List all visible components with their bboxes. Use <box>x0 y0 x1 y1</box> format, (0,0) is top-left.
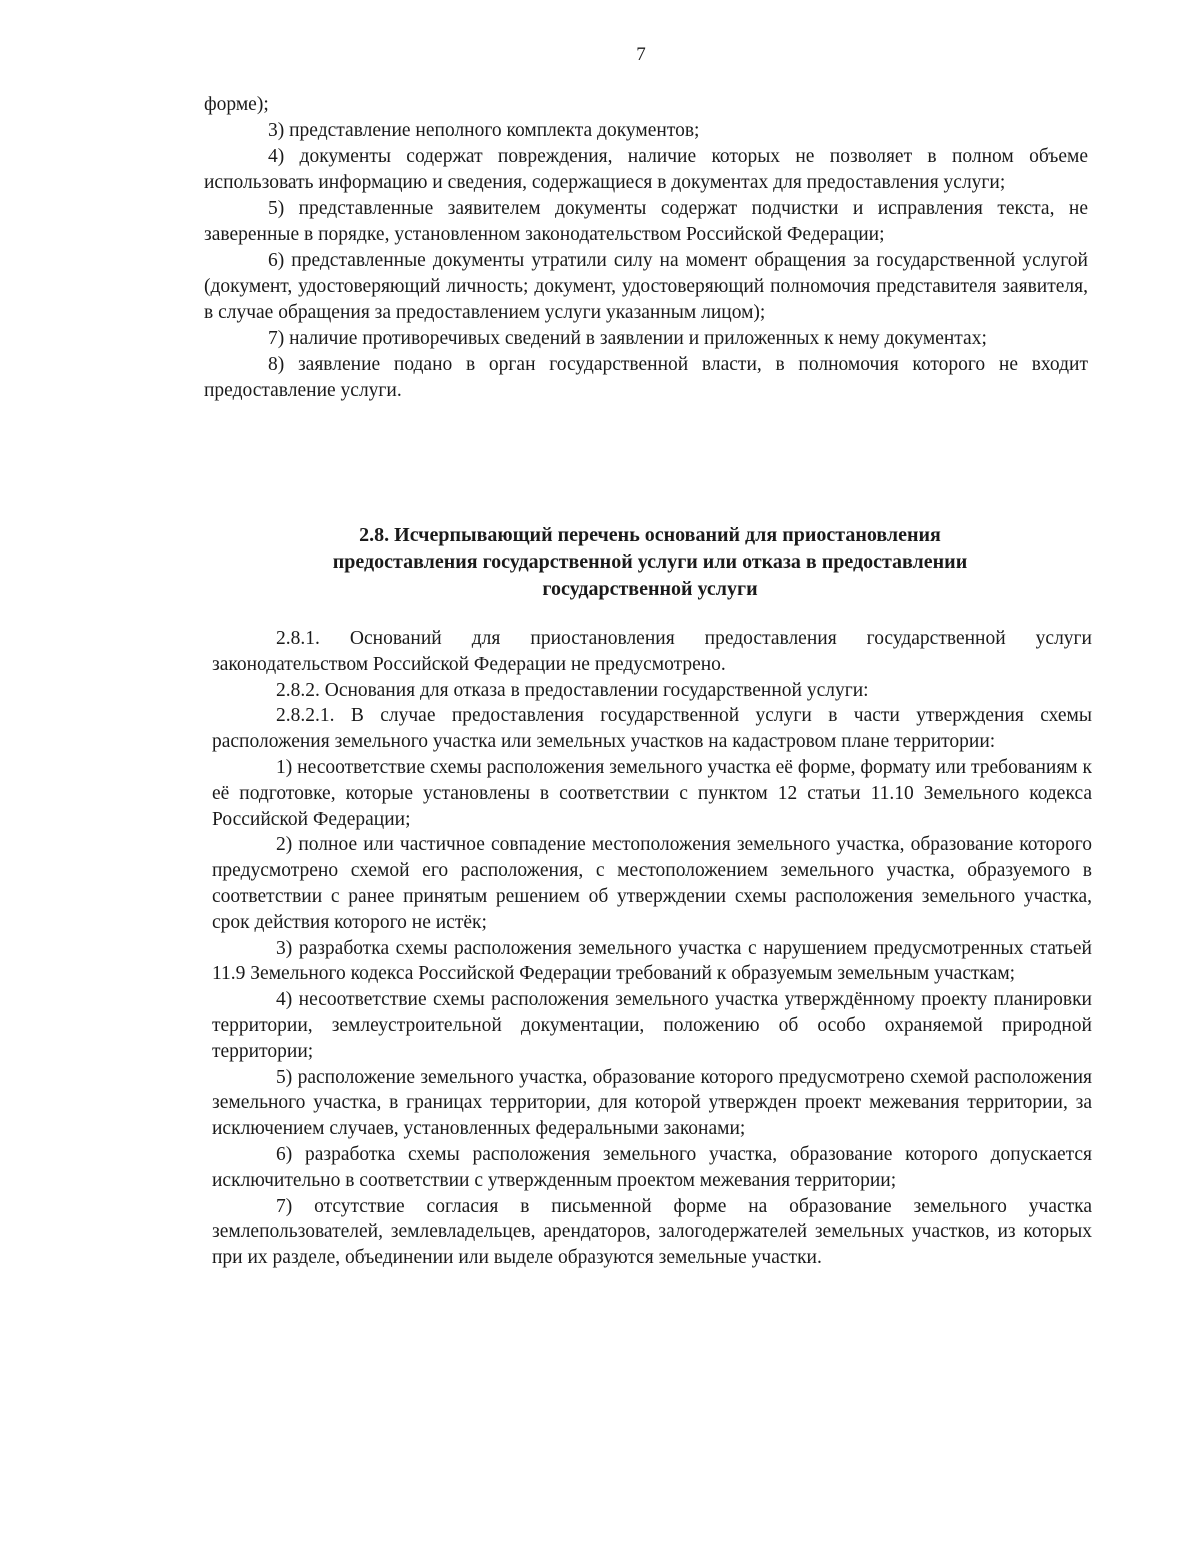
section-heading <box>200 522 1100 603</box>
list-item: 3) представление неполного комплекта документов; <box>268 120 700 141</box>
paragraph: 2.8.2. Основания для отказа в предоставлении государственной услуги: <box>276 679 869 701</box>
list-item: 5) расположение земельного участка, образование которого предусмотрено схемой расположения земельного участка, в границах территории, для которой утвержден проект межевания территории, за исключением случаев, установленных федеральными законами; <box>212 1066 1092 1140</box>
list-item: 3) разработка схемы расположения земельного участка с нарушением предусмотренных статьей 11.9 Земельного кодекса Российской Федерации требований к образуемым земельным участкам; <box>212 937 1092 985</box>
list-item: 5) представленные заявителем документы содержат подчистки и исправления текста, не заверенные в порядке, установленном законодательством Российской Федерации; <box>204 198 1088 245</box>
section-heading-line: предоставления государственной услуги или отказа в предоставлении <box>332 551 968 573</box>
paragraph: 2.8.2.1. В случае предоставления государственной услуги в части утверждения схемы расположения земельного участка или земельных участков на кадастровом плане территории: <box>212 705 1092 753</box>
list-item: 4) несоответствие схемы расположения земельного участка утверждённому проекту планировки территории, землеустроительной документации, положению об особо охраняемой природной территории; <box>212 989 1092 1062</box>
list-item: 2) полное или частичное совпадение местоположения земельного участка, образование которого предусмотрено схемой его расположения, с местоположением земельного участка, образуемого в соответствии с ранее принятым решением об утверждении схемы расположения земельного участка, срок действия которого не истёк; <box>212 834 1092 933</box>
list-item: 1) несоответствие схемы расположения земельного участка её форме, формату или требованиям к её подготовке, которые установлены в соответствии с пунктом 12 статьи 11.10 Земельного кодекса Российской Федерации; <box>212 756 1092 830</box>
list-item: 7) наличие противоречивых сведений в заявлении и приложенных к нему документах; <box>268 328 987 349</box>
list-item: 6) представленные документы утратили силу на момент обращения за государственной услугой (документ, удостоверяющий личность; документ, удостоверяющий полномочия представителя заявителя, в случае обращения за предоставлением услуги указанным лицом); <box>204 250 1088 323</box>
text-block-bottom <box>212 626 1092 1271</box>
list-item: 4) документы содержат повреждения, наличие которых не позволяет в полном объеме использовать информацию и сведения, содержащиеся в документах для предоставления услуги; <box>204 146 1088 193</box>
section-heading-line: 2.8. Исчерпывающий перечень оснований для приостановления <box>359 524 941 546</box>
paragraph-continuation: форме); <box>204 94 269 115</box>
page-number: 7 <box>636 44 646 65</box>
list-item: 6) разработка схемы расположения земельного участка, образование которого допускается исключительно в соответствии с утвержденным проектом межевания территории; <box>212 1143 1092 1191</box>
text-block-top <box>204 92 1088 404</box>
section-heading-line: государственной услуги <box>542 578 758 600</box>
list-item: 7) отсутствие согласия в письменной форме на образование земельного участка землепользователей, землевладельцев, арендаторов, залогодержателей земельных участков, из которых при их разделе, объединении или выделе образуются земельные участки. <box>212 1195 1092 1269</box>
list-item: 8) заявление подано в орган государственной власти, в полномочия которого не входит предоставление услуги. <box>204 354 1088 401</box>
paragraph: 2.8.1. Оснований для приостановления предоставления государственной услуги законодательством Российской Федерации не предусмотрено. <box>212 628 1092 675</box>
